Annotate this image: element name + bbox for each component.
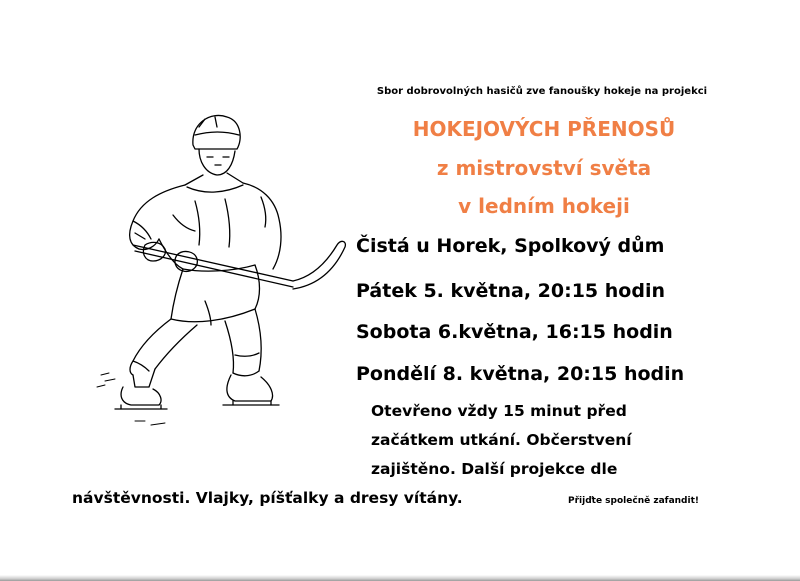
date-friday: Pátek 5. května, 20:15 hodin — [356, 280, 665, 302]
intro-text: Sbor dobrovolných hasičů zve fanoušky hokeje na projekci — [376, 86, 708, 97]
headline-line-2: z mistrovství světa — [436, 156, 652, 180]
note-line-4: návštěvnosti. Vlajky, píšťalky a dresy vítány. — [72, 489, 463, 507]
note-line-2: začátkem utkání. Občerstvení — [371, 431, 632, 449]
date-monday: Pondělí 8. května, 20:15 hodin — [356, 363, 685, 385]
date-saturday: Sobota 6.května, 16:15 hodin — [356, 321, 673, 343]
closing-text: Přijďte společně zafandit! — [568, 496, 699, 506]
venue-text: Čistá u Horek, Spolkový dům — [356, 235, 665, 257]
headline-line-3: v ledním hokeji — [458, 194, 630, 218]
scan-shadow — [0, 575, 800, 581]
note-line-1: Otevřeno vždy 15 minut před — [371, 402, 627, 420]
headline-line-1: HOKEJOVÝCH PŘENOSŮ — [412, 117, 676, 141]
hockey-player-illustration — [75, 105, 375, 445]
note-line-3: zajištěno. Další projekce dle — [371, 460, 618, 478]
